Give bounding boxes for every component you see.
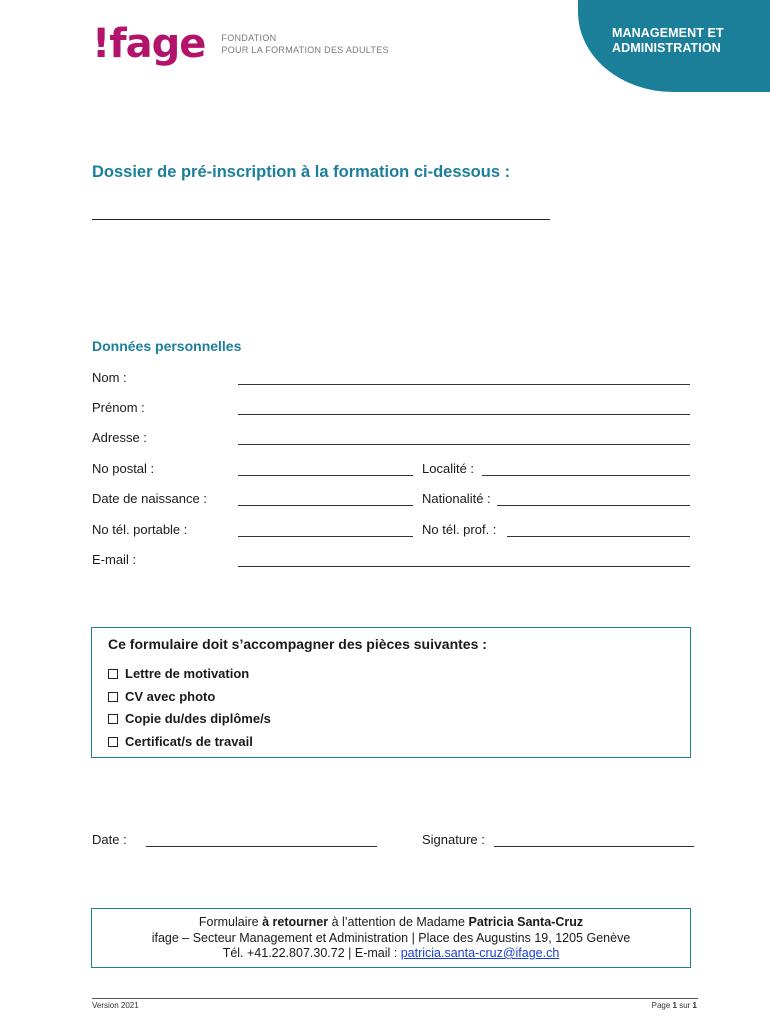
return-info-box (91, 908, 691, 968)
return-text: à l’attention de Madame (328, 915, 469, 929)
return-text: Formulaire (198, 915, 263, 929)
document-label: CV avec photo (125, 689, 216, 704)
document-label: Certificat/s de travail (125, 734, 253, 749)
field-row-telephones (92, 522, 690, 542)
field-date[interactable] (146, 846, 377, 847)
document-item (108, 711, 271, 726)
logo-tagline (221, 32, 388, 56)
logo-wordmark: !fage (92, 21, 206, 67)
field-row-nom (92, 370, 690, 390)
document-label: Copie du/des diplôme/s (125, 711, 271, 726)
checkbox-certificats-travail[interactable] (108, 737, 118, 747)
department-badge (578, 0, 770, 92)
field-adresse[interactable] (238, 444, 690, 445)
field-tel-portable[interactable] (238, 536, 413, 537)
field-row-prenom (92, 400, 690, 420)
contact-email-link[interactable]: patricia.santa-cruz@ifage.ch (400, 946, 560, 960)
label-no-postal: No postal : (92, 461, 155, 476)
page-current: 1 (672, 1001, 677, 1010)
required-documents-title: Ce formulaire doit s’accompagner des pièces suivantes : (108, 636, 487, 652)
label-nom: Nom : (92, 370, 127, 385)
contact-phone: Tél. +41.22.807.30.72 | E-mail : (222, 946, 401, 960)
field-row-postal-localite (92, 461, 690, 481)
document-label: Lettre de motivation (125, 666, 250, 681)
label-nationalite: Nationalité : (422, 491, 491, 506)
date-signature-row (92, 832, 694, 852)
page-total: 1 (692, 1001, 697, 1010)
badge-line-2: ADMINISTRATION (612, 41, 721, 55)
checkbox-lettre-motivation[interactable] (108, 669, 118, 679)
field-no-postal[interactable] (238, 475, 413, 476)
label-prenom: Prénom : (92, 400, 145, 415)
return-emphasis: à retourner (262, 915, 329, 929)
tagline-line-2: POUR LA FORMATION DES ADULTES (221, 45, 389, 55)
label-tel-prof: No tél. prof. : (422, 522, 497, 537)
footer-version: Version 2021 (92, 1001, 139, 1010)
footer-page-number (652, 1001, 697, 1010)
document-item (108, 734, 253, 749)
label-email: E-mail : (92, 552, 137, 567)
page-separator: sur (676, 1001, 693, 1010)
label-adresse: Adresse : (92, 430, 147, 445)
label-signature: Signature : (422, 832, 485, 847)
label-date: Date : (92, 832, 127, 847)
field-date-naissance[interactable] (238, 505, 413, 506)
badge-line-1: MANAGEMENT ET (612, 26, 724, 40)
field-prenom[interactable] (238, 414, 690, 415)
footer-divider (92, 998, 698, 999)
checkbox-cv-photo[interactable] (108, 692, 118, 702)
field-tel-prof[interactable] (507, 536, 690, 537)
field-localite[interactable] (482, 475, 690, 476)
field-signature[interactable] (494, 846, 694, 847)
field-row-email (92, 552, 690, 572)
ifage-logo (92, 22, 389, 66)
return-line-1 (92, 915, 690, 931)
contact-name: Patricia Santa-Cruz (468, 915, 584, 929)
page-title: Dossier de pré-inscription à la formation ci-dessous : (92, 163, 511, 181)
field-nom[interactable] (238, 384, 690, 385)
label-tel-portable: No tél. portable : (92, 522, 188, 537)
document-item (108, 689, 215, 704)
return-line-3 (92, 946, 690, 962)
field-row-adresse (92, 430, 690, 450)
field-email[interactable] (238, 566, 690, 567)
page-label: Page (651, 1001, 673, 1010)
document-item (108, 666, 249, 681)
required-documents-box (91, 627, 691, 758)
section-title-personal-data: Données personnelles (92, 338, 242, 354)
department-badge-label (612, 26, 724, 56)
field-nationalite[interactable] (497, 505, 690, 506)
checkbox-copie-diplomes[interactable] (108, 714, 118, 724)
formation-name-line[interactable] (92, 219, 550, 220)
field-row-naissance-nationalite (92, 491, 690, 511)
tagline-line-1: FONDATION (221, 33, 277, 43)
return-line-2: ifage – Secteur Management et Administration | Place des Augustins 19, 1205 Genève (151, 930, 631, 945)
label-date-naissance: Date de naissance : (92, 491, 207, 506)
label-localite: Localité : (422, 461, 475, 476)
